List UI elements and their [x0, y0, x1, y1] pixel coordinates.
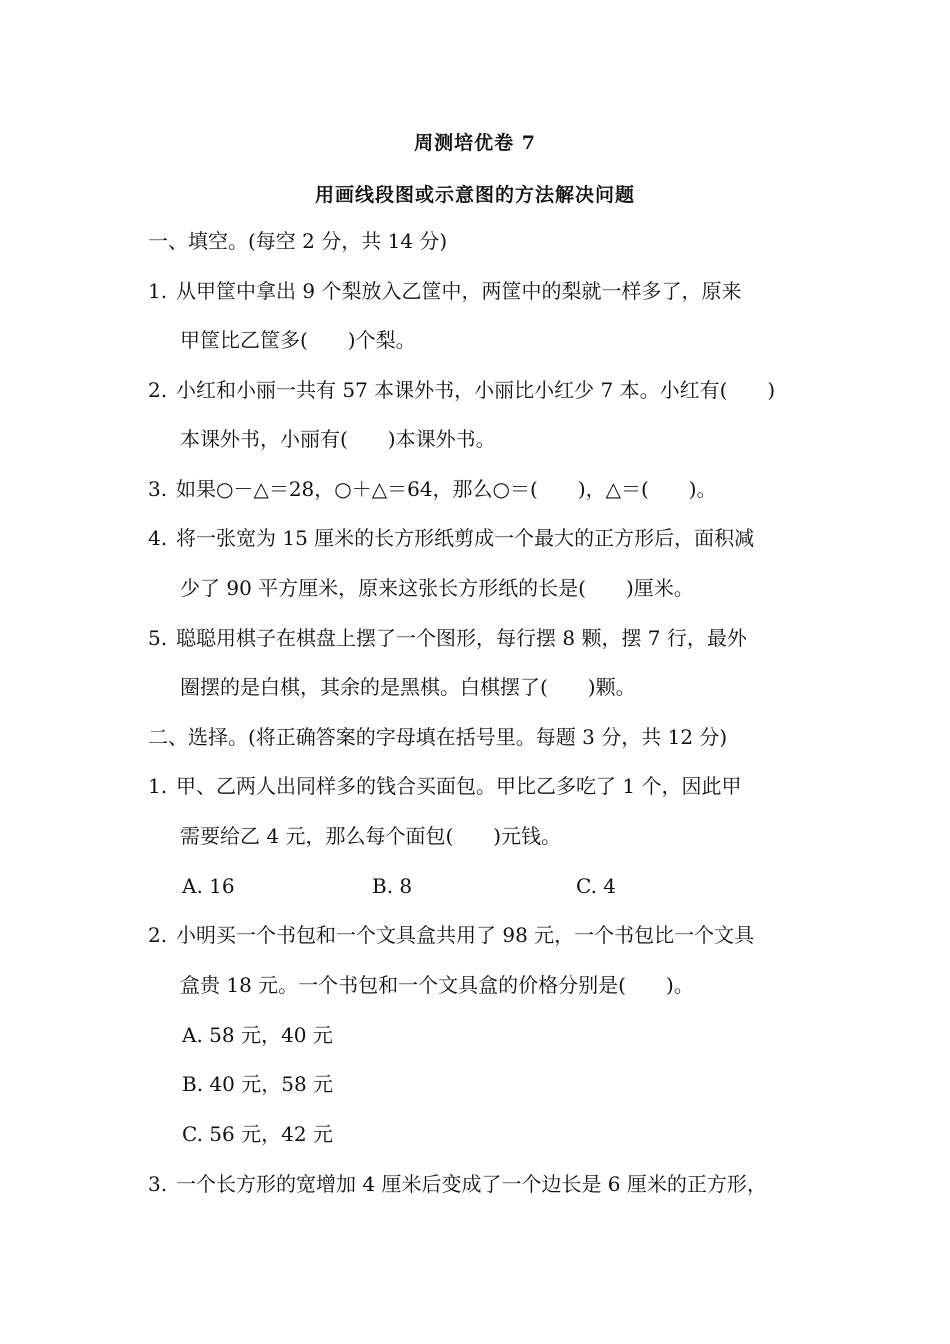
question-text: 小明买一个书包和一个文具盒共用了 98 元，一个书包比一个文具	[176, 923, 755, 947]
option-b: B. 8	[372, 874, 413, 898]
question-text: 从甲筐中拿出 9 个梨放入乙筐中，两筐中的梨就一样多了，原来	[176, 279, 742, 303]
question-number: 2.	[148, 923, 168, 947]
question-number: 1.	[148, 774, 168, 798]
question-text: 聪聪用棋子在棋盘上摆了一个图形，每行摆 8 颗，摆 7 行，最外	[176, 626, 747, 650]
question-line	[148, 277, 741, 305]
question-text: 如果○－△＝28，○＋△＝64，那么○＝( )，△＝( )。	[176, 477, 717, 501]
question-text: 一个长方形的宽增加 4 厘米后变成了一个边长是 6 厘米的正方形，	[176, 1172, 767, 1196]
question-continuation: 盒贵 18 元。一个书包和一个文具盒的价格分别是( )。	[180, 973, 694, 997]
section2-heading: 二、选择。(将正确答案的字母填在括号里。每题 3 分，共 12 分)	[148, 725, 728, 749]
question-number: 5.	[148, 626, 168, 650]
question-line	[148, 1170, 767, 1198]
question-continuation: 甲筐比乙筐多( )个梨。	[180, 328, 416, 352]
question-text: 将一张宽为 15 厘米的长方形纸剪成一个最大的正方形后，面积减	[176, 526, 755, 550]
question-continuation: 少了 90 平方厘米，原来这张长方形纸的长是( )厘米。	[180, 576, 694, 600]
question-line	[148, 921, 754, 949]
worksheet-subtitle: 用画线段图或示意图的方法解决问题	[314, 184, 635, 206]
question-line	[148, 624, 747, 652]
question-continuation: 需要给乙 4 元，那么每个面包( )元钱。	[180, 824, 562, 848]
question-line	[148, 475, 717, 503]
question-number: 3.	[148, 1172, 168, 1196]
question-continuation: 圈摆的是白棋，其余的是黑棋。白棋摆了( )颗。	[180, 675, 636, 699]
option-a: A. 16	[182, 874, 235, 898]
worksheet-title: 周测培优卷 7	[414, 132, 536, 154]
question-number: 4.	[148, 526, 168, 550]
question-line	[148, 376, 775, 404]
question-line	[148, 772, 741, 800]
question-text: 小红和小丽一共有 57 本课外书，小丽比小红少 7 本。小红有( )	[176, 378, 776, 402]
question-line	[148, 524, 754, 552]
option-c: C. 4	[576, 874, 617, 898]
option-b: B. 40 元，58 元	[182, 1072, 334, 1096]
question-number: 2.	[148, 378, 168, 402]
option-a: A. 58 元，40 元	[182, 1023, 333, 1047]
question-number: 3.	[148, 477, 168, 501]
question-text: 甲、乙两人出同样多的钱合买面包。甲比乙多吃了 1 个，因此甲	[176, 774, 742, 798]
section1-heading: 一、填空。(每空 2 分，共 14 分)	[148, 229, 448, 253]
question-continuation: 本课外书，小丽有( )本课外书。	[180, 427, 496, 451]
option-c: C. 56 元，42 元	[182, 1122, 333, 1146]
question-number: 1.	[148, 279, 168, 303]
